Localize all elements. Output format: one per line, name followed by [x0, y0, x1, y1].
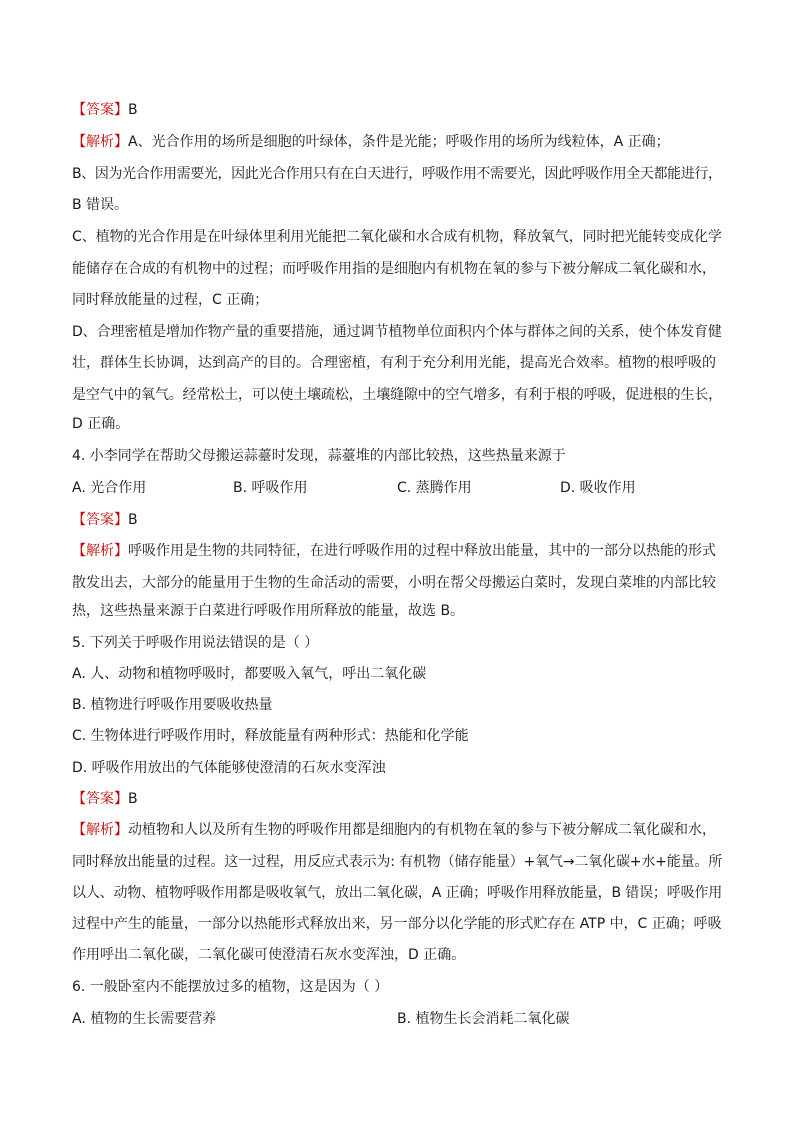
analysis-line	[72, 820, 716, 840]
analysis-text-line: 作用呼出二氧化碳，二氧化碳可使澄清石灰水变浑浊，D 正确。	[72, 947, 466, 963]
analysis-label: 【解析】	[72, 134, 128, 150]
analysis-text-line: 以人、动物、植物呼吸作用都是吸收氧气，放出二氧化碳，A 正确；呼吸作用释放能量，B 错误；呼吸作用	[72, 885, 723, 901]
analysis-text-line: 热，这些热量来源于白菜进行呼吸作用所释放的能量，故选 B。	[72, 603, 465, 619]
answer-line	[72, 100, 138, 120]
answer-value: B	[128, 512, 138, 528]
answer-line	[72, 789, 138, 809]
analysis-text-line: C、植物的光合作用是在叶绿体里利用光能把二氧化碳和水合成有机物，释放氧气，同时把光能转变成化学	[72, 229, 722, 245]
analysis-line	[72, 541, 716, 561]
analysis-label: 【解析】	[72, 822, 128, 838]
analysis-text-line: 散发出去，大部分的能量用于生物的生命活动的需要，小明在帮父母搬运白菜时，发现白菜堆的内部比较	[72, 575, 716, 591]
option-b: B. 植物进行呼吸作用要吸收热量	[72, 697, 273, 713]
option-c: C. 生物体进行呼吸作用时，释放能量有两种形式：热能和化学能	[72, 728, 469, 744]
analysis-text-line: 壮，群体生长协调，达到高产的目的。合理密植，有利于充分利用光能，提高光合效率。植物的根呼吸的	[72, 355, 716, 371]
answer-label: 【答案】	[72, 512, 128, 528]
analysis-text-line: 过程中产生的能量，一部分以热能形式释放出来，另一部分以化学能的形式贮存在 ATP 中，C 正确；呼吸	[72, 916, 722, 932]
option-a: A. 植物的生长需要营养	[72, 1011, 217, 1027]
analysis-text-line: B、因为光合作用需要光，因此光合作用只有在白天进行，呼吸作用不需要光，因此呼吸作用全天都能进行，	[72, 166, 722, 182]
answer-label: 【答案】	[72, 791, 128, 807]
option-b: B. 呼吸作用	[233, 480, 308, 496]
analysis-text-line: D 正确。	[72, 416, 130, 432]
question-stem: 4. 小李同学在帮助父母搬运蒜薹时发现，蒜薹堆的内部比较热，这些热量来源于	[72, 448, 566, 464]
analysis-line	[72, 132, 670, 152]
analysis-text-line: D、合理密植是增加作物产量的重要措施，通过调节植物单位面积内个体与群体之间的关系，使个体发育健	[72, 324, 722, 340]
option-d: D. 呼吸作用放出的气体能够使澄清的石灰水变浑浊	[72, 760, 386, 776]
analysis-text-line: 能储存在合成的有机物中的过程；而呼吸作用指的是细胞内有机物在氧的参与下被分解成二氧化碳和水，	[72, 261, 716, 277]
question-stem: 5. 下列关于呼吸作用说法错误的是（ ）	[72, 635, 319, 651]
analysis-text-line: 同时释放出能量的过程。这一过程，用反应式表示为: 有机物（储存能量）+氧气→二氧化碳+水+能量。所	[72, 854, 723, 870]
question-stem: 6. 一般卧室内不能摆放过多的植物，这是因为（ ）	[72, 979, 389, 995]
option-a: A. 光合作用	[72, 480, 147, 496]
answer-value: B	[128, 102, 138, 118]
answer-label: 【答案】	[72, 102, 128, 118]
analysis-label: 【解析】	[72, 543, 128, 559]
option-b: B. 植物生长会消耗二氧化碳	[397, 1011, 570, 1027]
option-c: C. 蒸腾作用	[397, 480, 472, 496]
analysis-text-line: 是空气中的氧气。经常松土，可以使土壤疏松，土壤缝隙中的空气增多，有利于根的呼吸，促进根的生长，	[72, 387, 723, 403]
analysis-text: 动植物和人以及所有生物的呼吸作用都是细胞内的有机物在氧的参与下被分解成二氧化碳和水，	[128, 822, 716, 838]
analysis-text-line: B 错误。	[72, 197, 129, 213]
answer-line	[72, 510, 138, 530]
analysis-text: 呼吸作用是生物的共同特征，在进行呼吸作用的过程中释放出能量，其中的一部分以热能的形式	[128, 543, 716, 559]
option-d: D. 吸收作用	[560, 480, 636, 496]
answer-value: B	[128, 791, 138, 807]
option-a: A. 人、动物和植物呼吸时，都要吸入氧气，呼出二氧化碳	[72, 666, 427, 682]
analysis-text-line: 同时释放能量的过程，C 正确；	[72, 292, 269, 308]
analysis-text: A、光合作用的场所是细胞的叶绿体，条件是光能；呼吸作用的场所为线粒体，A 正确；	[128, 134, 670, 150]
